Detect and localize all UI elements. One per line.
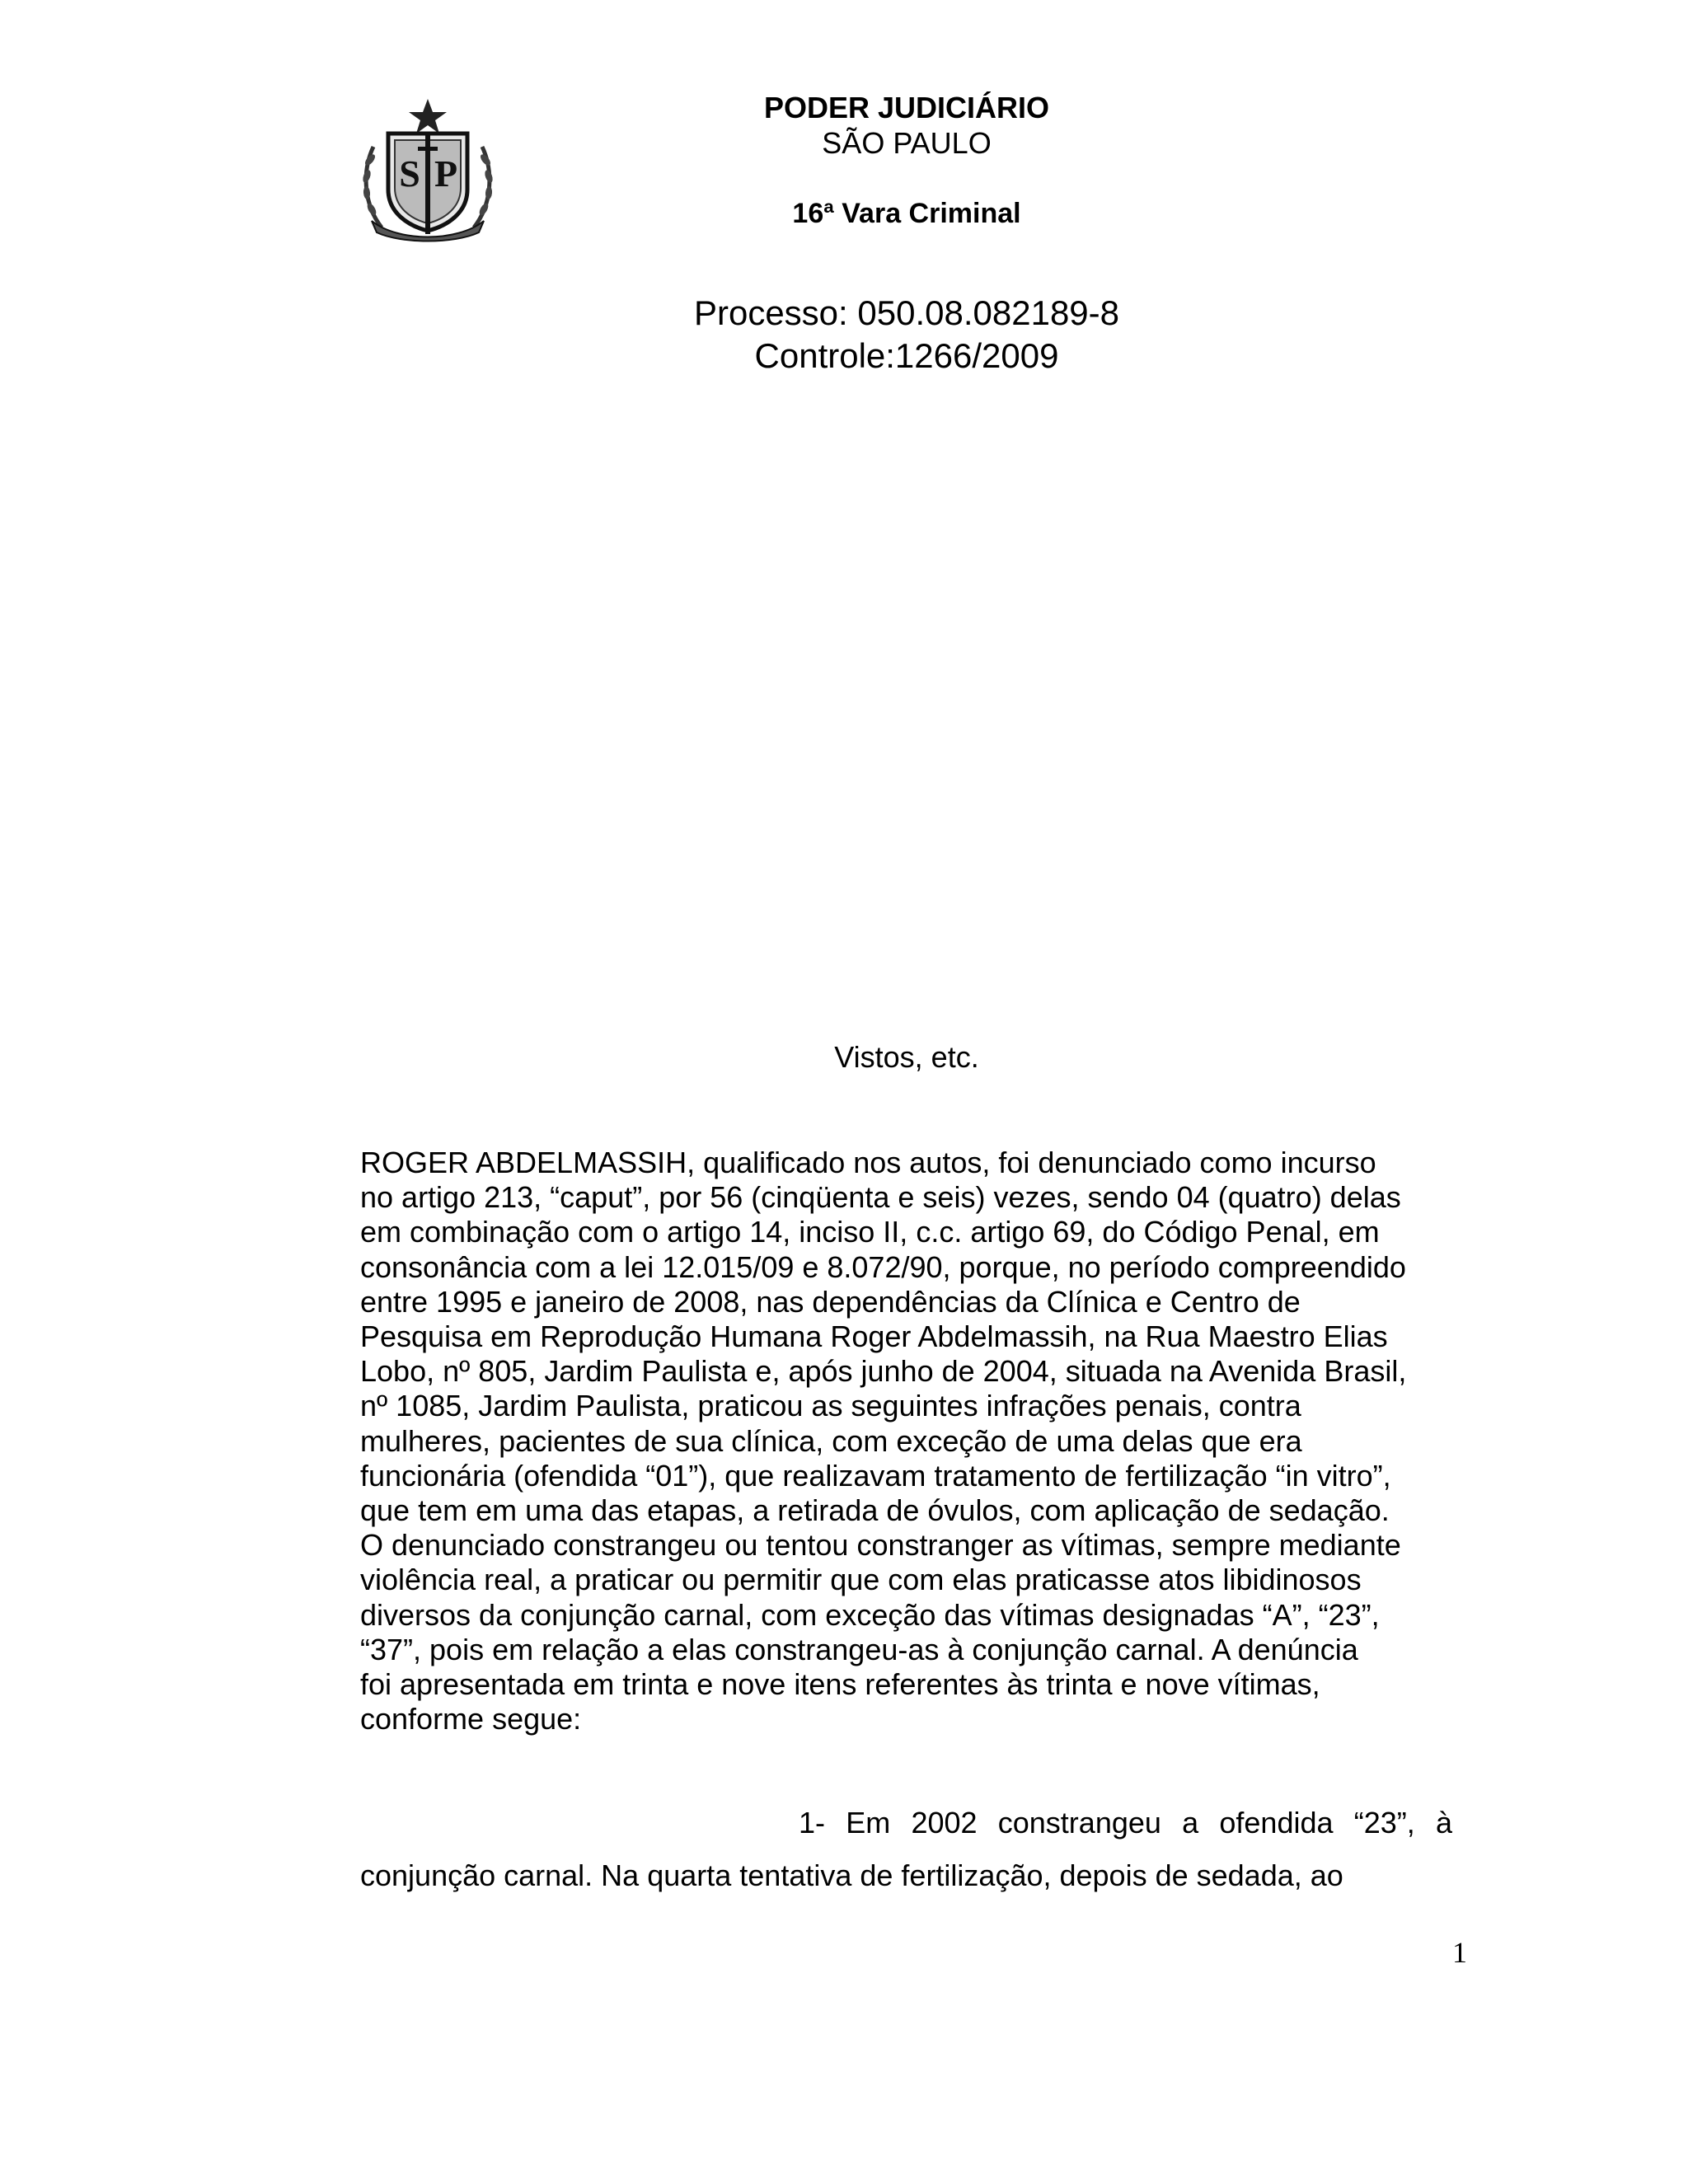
body-line: funcionária (ofendida “01”), que realizavam tratamento de fertilização “in vitro”, (360, 1458, 1391, 1493)
body-line: em combinação com o artigo 14, inciso II, c.c. artigo 69, do Código Penal, em (360, 1215, 1380, 1249)
body-line: foi apresentada em trinta e nove itens referentes às trinta e nove vítimas, (360, 1667, 1320, 1702)
page-number: 1 (1452, 1936, 1467, 1969)
court-name: PODER JUDICIÁRIO (763, 91, 1050, 124)
body-line: no artigo 213, “caput”, por 56 (cinqüenta e seis) vezes, sendo 04 (quatro) delas (360, 1180, 1401, 1215)
body-line: “37”, pois em relação a elas constrangeu-as à conjunção carnal. A denúncia (360, 1632, 1358, 1666)
state-name: SÃO PAULO (822, 126, 992, 160)
body-line: violência real, a praticar ou permitir que com elas praticasse atos libidinosos (360, 1563, 1362, 1597)
body-line: Lobo, nº 805, Jardim Paulista e, após junho de 2004, situada na Avenida Brasil, (360, 1354, 1407, 1389)
body-line: O denunciado constrangeu ou tentou constranger as vítimas, sempre mediante (360, 1528, 1401, 1563)
body-line: Pesquisa em Reprodução Humana Roger Abdelmassih, na Rua Maestro Elias (360, 1319, 1388, 1354)
body-line: diversos da conjunção carnal, com exceção das vítimas designadas “A”, “23”, (360, 1597, 1380, 1632)
body-line: entre 1995 e janeiro de 2008, nas dependências da Clínica e Centro de (360, 1284, 1301, 1319)
item-1-paragraph (360, 1797, 1452, 1902)
process-block (610, 292, 1203, 377)
body-line: consonância com a lei 12.015/09 e 8.072/90, porque, no período compreendido (360, 1249, 1406, 1284)
item-1-line-1: 1- Em 2002 constrangeu a ofendida “23”, à (799, 1806, 1452, 1840)
body-line: ROGER ABDELMASSIH, qualificado nos autos, foi denunciado como incurso (360, 1146, 1376, 1179)
body-line: mulheres, pacientes de sua clínica, com exceção de uma delas que era (360, 1423, 1302, 1458)
body-line: conforme segue: (360, 1702, 582, 1736)
body-line: nº 1085, Jardim Paulista, praticou as seguintes infrações penais, contra (360, 1389, 1301, 1423)
process-number: Processo: 050.08.082189-8 (693, 293, 1120, 332)
svg-text:P: P (434, 152, 458, 194)
body-paragraph (360, 1146, 1452, 1736)
item-1-line-2: conjunção carnal. Na quarta tentativa de fertilização, depois de sedada, ao (360, 1858, 1343, 1892)
sao-paulo-seal-icon (357, 97, 499, 242)
control-number: Controle:1266/2009 (754, 336, 1059, 375)
svg-text:S: S (399, 152, 420, 194)
division-name: 16ª Vara Criminal (792, 198, 1021, 229)
opening-phrase: Vistos, etc. (834, 1040, 979, 1074)
body-line: que tem em uma das etapas, a retirada de óvulos, com aplicação de sedação. (360, 1493, 1390, 1528)
